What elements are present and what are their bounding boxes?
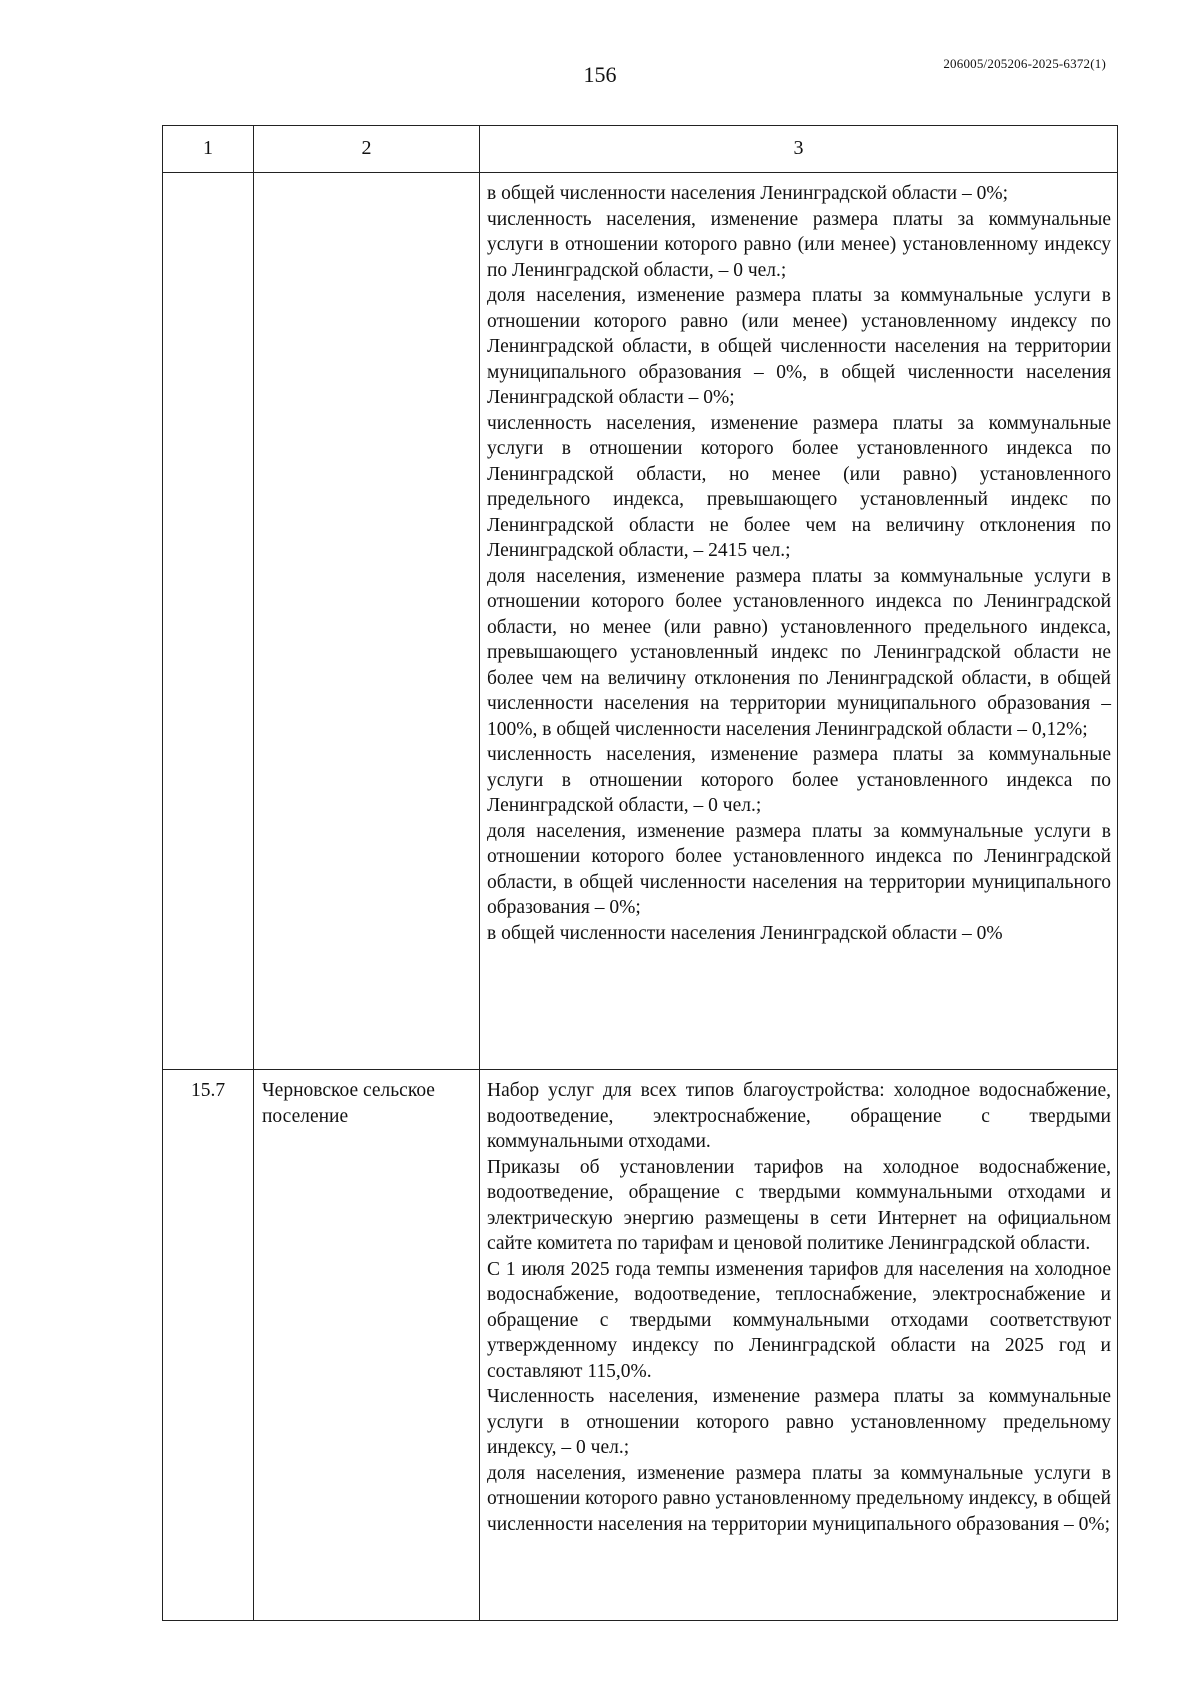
row-description [480,173,1118,1070]
paragraph: доля населения, изменение размера платы за коммунальные услуги в отношении которого равно (или менее) установленному индексу по Ленинградской области, в общей численности населения на территории муниципального образования – 0%, в общей численности населения Ленинградской области – 0%; [487,285,1111,408]
main-table [162,125,1118,1621]
paragraph: Набор услуг для всех типов благоустройства: холодное водоснабжение, водоотведение, электроснабжение, обращение с твердыми коммунальными отходами. [487,1080,1111,1152]
table-header-row [163,126,1118,173]
paragraph: численность населения, изменение размера платы за коммунальные услуги в отношении которого более установленного индекса по Ленинградской области, – 0 чел.; [487,744,1111,816]
paragraph: доля населения, изменение размера платы за коммунальные услуги в отношении которого более установленного индекса по Ленинградской области, но менее (или равно) установленного предельного индекса, превышающего установленный индекс по Ленинградской области не более чем на величину отклонения по Ленинградской области, в общей численности населения на территории муниципального образования – 100%, в общей численности населения Ленинградской области – 0,12%; [487,565,1111,740]
row-number [163,173,254,1070]
municipality-name [254,173,480,1070]
column-header-2: 2 [254,126,480,173]
table-row [163,1070,1118,1621]
paragraph: Численность населения, изменение размера платы за коммунальные услуги в отношении которого равно установленному предельному индексу, – 0 чел.; [487,1386,1111,1458]
paragraph: Приказы об установлении тарифов на холодное водоснабжение, водоотведение, обращение с твердыми коммунальными отходами и электрическую энергию размещены в сети Интернет на официальном сайте комитета по тарифам и ценовой политике Ленинградской области. [487,1156,1111,1254]
column-header-3: 3 [480,126,1118,173]
paragraph: численность населения, изменение размера платы за коммунальные услуги в отношении которого равно (или менее) установленному индексу по Ленинградской области, – 0 чел.; [487,208,1111,281]
column-header-1: 1 [163,126,254,173]
row-number: 15.7 [163,1070,254,1621]
row-description [480,1070,1118,1621]
page-number: 156 [583,62,617,87]
paragraph: численность населения, изменение размера платы за коммунальные услуги в отношении которого более установленного индекса по Ленинградской области, но менее (или равно) установленного предельного индекса, превышающего установленный индекс по Ленинградской области не более чем на величину отклонения по Ленинградской области, – 2415 чел.; [487,412,1111,561]
paragraph: в общей численности населения Ленинградской области – 0%; [487,183,1009,204]
table-row [163,173,1118,1070]
municipality-name: Черновское сельское поселение [254,1070,480,1621]
document-code: 206005/205206-2025-6372(1) [943,56,1106,71]
paragraph: доля населения, изменение размера платы за коммунальные услуги в отношении которого равно установленному предельному индексу, в общей численности населения на территории муниципального образования – 0%; [487,1462,1111,1535]
paragraph: С 1 июля 2025 года темпы изменения тарифов для населения на холодное водоснабжение, водоотведение, теплоснабжение, электроснабжение и обращение с твердыми коммунальными отходами соответствуют утвержденному индексу по Ленинградской области на 2025 год и составляют 115,0%. [487,1258,1111,1382]
paragraph: в общей численности населения Ленинградской области – 0% [487,922,1003,944]
paragraph: доля населения, изменение размера платы за коммунальные услуги в отношении которого более установленного индекса по Ленинградской области, в общей численности населения на территории муниципального образования – 0%; [487,820,1111,918]
